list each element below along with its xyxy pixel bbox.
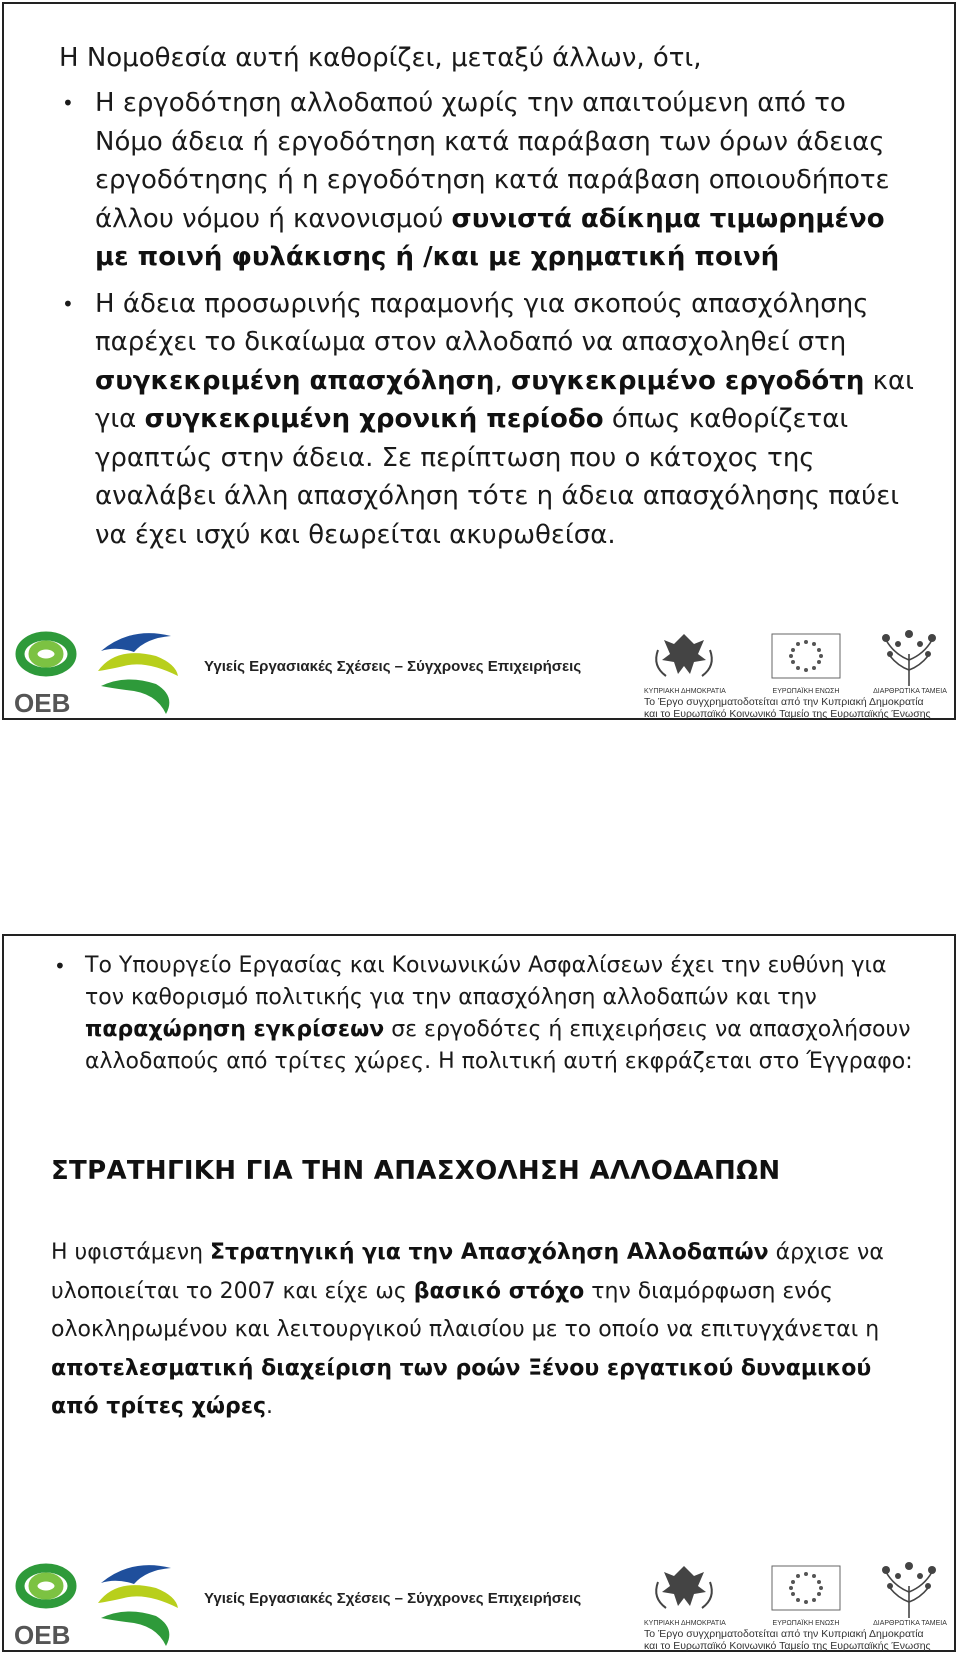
footer-tagline: Υγιείς Εργασιακές Σχέσεις – Σύγχρονες Επιχειρήσεις <box>204 658 582 675</box>
crest-caption: ΚΥΠΡΙΑΚΗ ΔΗΜΟΚΡΑΤΙΑ <box>644 688 726 695</box>
para-text: Η υφιστάμενη <box>51 1240 211 1265</box>
slide-footer <box>4 1550 954 1650</box>
bullet-text: , <box>494 365 511 396</box>
bullet-emphasis: συγκεκριμένη χρονική περίοδο <box>144 404 604 434</box>
eu-flag-icon <box>766 1562 846 1618</box>
cofunding-line: Το Έργο συγχρηματοδοτείται από την Κυπριακή Δημοκρατία <box>644 1628 924 1640</box>
bullet-text: Το Υπουργείο Εργασίας και Κοινωνικών Ασφαλίσεων έχει την ευθύνη για τον καθορισμό πολιτικής για την απασχόληση αλλοδαπών και την <box>85 953 887 1010</box>
oeb-logo-text: ΟΕΒ <box>14 1620 71 1650</box>
structural-funds-logo <box>864 626 954 688</box>
cofunding-note <box>644 696 954 720</box>
bullet-text: και για <box>95 365 914 434</box>
cyprus-crest-icon <box>644 1562 724 1618</box>
list-item <box>51 950 931 1078</box>
eu-caption: ΕΥΡΩΠΑΪΚΗ ΕΝΩΣΗ <box>772 688 840 695</box>
bullet-text: όπως καθορίζεται γραπτώς στην άδεια. Σε περίπτωση που ο κάτοχος της αναλάβει άλλη απασχόληση τότε η άδεια απασχόλησης παύει να έχει ισχύ και θεωρείται ακυρωθείσα. <box>95 404 900 550</box>
para-text: άρχισε να υλοποιείται το 2007 και είχε ως <box>51 1240 884 1304</box>
bullet-text: σε εργοδότες ή επιχειρήσεις να απασχολήσουν αλλοδαπούς από τρίτες χώρες. Η πολιτική αυτή εκφράζεται στο Έγγραφο: <box>85 1017 913 1074</box>
list-item <box>59 285 919 555</box>
eu-flag-icon <box>766 630 846 686</box>
bullet-list <box>51 950 931 1078</box>
slide-1 <box>2 2 956 720</box>
bullet-emphasis: συνιστά αδίκημα τιμωρημένο με ποινή φυλάκισης ή /και με χρηματική ποινή <box>95 203 885 272</box>
para-text: την διαμόρφωση ενός ολοκληρωμένου και λειτουργικού πλαισίου με το οποίο να επιτυγχάνεται η <box>51 1278 880 1342</box>
para-emphasis: βασικό στόχο <box>413 1278 585 1304</box>
footer-tagline: Υγιείς Εργασιακές Σχέσεις – Σύγχρονες Επιχειρήσεις <box>204 1590 582 1607</box>
strategy-paragraph <box>51 1234 911 1427</box>
oeb-logo <box>6 1558 196 1650</box>
cofunding-line: Το Έργο συγχρηματοδοτείται από την Κυπριακή Δημοκρατία <box>644 696 924 708</box>
slide-footer <box>4 618 954 718</box>
bullet-icon: • <box>54 954 66 978</box>
bullet-emphasis: παραχώρηση εγκρίσεων <box>85 1017 385 1042</box>
para-emphasis: Στρατηγική για την Απασχόληση Αλλοδαπών <box>210 1240 769 1265</box>
cyprus-crest-icon <box>644 630 724 686</box>
list-item <box>59 84 919 277</box>
eu-caption: ΕΥΡΩΠΑΪΚΗ ΕΝΩΣΗ <box>772 1620 840 1627</box>
fund-caption: ΔΙΑΡΘΡΩΤΙΚΑ ΤΑΜΕΙΑ <box>873 1620 947 1627</box>
structural-funds-logo <box>864 1558 954 1620</box>
cofunding-line: και το Ευρωπαϊκό Κοινωνικό Ταμείο της Ευρωπαϊκής Ένωσης <box>644 708 931 720</box>
bullet-list <box>59 84 919 554</box>
strategy-heading: ΣΤΡΑΤΗΓΙΚΗ ΓΙΑ ΤΗΝ ΑΠΑΣΧΟΛΗΣΗ ΑΛΛΟΔΑΠΩΝ <box>51 1156 781 1186</box>
bullet-text: Η εργοδότηση αλλοδαπού χωρίς την απαιτούμενη από το Νόμο άδεια ή εργοδότηση κατά παράβαση των όρων άδειας εργοδότησης ή η εργοδότηση κατά παράβαση οποιουδήποτε άλλου νόμου ή κανονισμού <box>95 88 890 234</box>
cofunding-line: και το Ευρωπαϊκό Κοινωνικό Ταμείο της Ευρωπαϊκής Ένωσης <box>644 1640 931 1652</box>
bullet-icon: • <box>62 91 74 115</box>
crest-caption: ΚΥΠΡΙΑΚΗ ΔΗΜΟΚΡΑΤΙΑ <box>644 1620 726 1627</box>
fund-caption: ΔΙΑΡΘΡΩΤΙΚΑ ΤΑΜΕΙΑ <box>873 688 947 695</box>
bullet-text: Η άδεια προσωρινής παραμονής για σκοπούς απασχόλησης παρέχει το δικαίωμα στον αλλοδαπό να απασχοληθεί στη <box>95 288 869 357</box>
oeb-logo-text: ΟΕΒ <box>14 688 71 718</box>
para-text: . <box>265 1394 273 1419</box>
intro-text: Η Νομοθεσία αυτή καθορίζει, μεταξύ άλλων, ότι, <box>59 43 702 73</box>
bullet-emphasis: συγκεκριμένη απασχόληση <box>95 365 495 396</box>
oeb-logo <box>6 626 196 718</box>
bullet-emphasis: συγκεκριμένο εργοδότη <box>510 365 865 396</box>
bullet-icon: • <box>62 291 74 316</box>
para-emphasis: αποτελεσματική διαχείριση των ροών Ξένου εργατικού δυναμικού από τρίτες χώρες <box>51 1355 872 1419</box>
slide-2 <box>2 934 956 1652</box>
cofunding-note <box>644 1628 954 1652</box>
